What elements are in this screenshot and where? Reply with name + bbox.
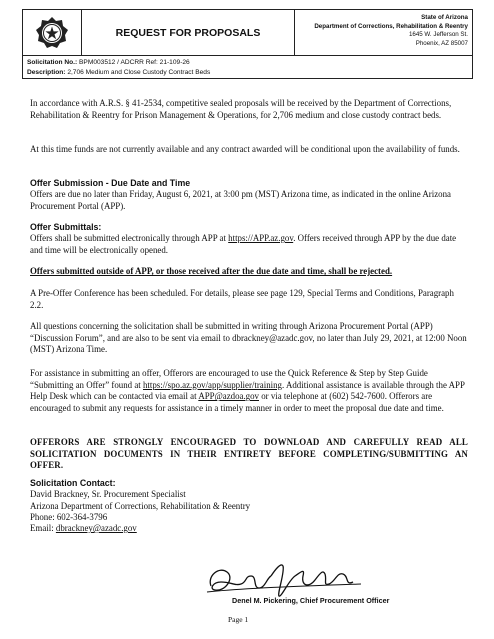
offer-heading: Offer Submission - Due Date and Time — [30, 178, 191, 188]
questions-paragraph: All questions concerning the solicitation shall be submitted in writing through Arizona Procurement Portal (APP) “Discussion Forum”, and are also to be sent via email to dbrackney@azadc.gov, no later than July 29, 2021, at 12:00 Noon (MST) Arizona Time. — [30, 321, 467, 355]
assistance-paragraph — [30, 368, 468, 414]
app-link[interactable]: https://APP.az.gov — [228, 233, 294, 243]
offer-paragraph: Offers are due no later than Friday, August 6, 2021, at 3:00 pm (MST) Arizona time, as indicated in the online Arizona Procurement Portal (APP). — [30, 189, 451, 211]
solicitation-label: Solicitation No.: — [27, 59, 78, 66]
contact-organization: Arizona Department of Corrections, Rehabilitation & Reentry — [30, 501, 251, 511]
preoffer-paragraph: A Pre-Offer Conference has been scheduled. For details, please see page 129, Special Terms and Conditions, Paragraph 2.2. — [30, 288, 454, 310]
submittals-text-2: . Offers received through APP by the due date and time will be electronically opened. — [30, 233, 457, 255]
rejection-notice: Offers submitted outside of APP, or those received after the due date and time, shall be rejected. — [30, 266, 393, 276]
contact-phone: Phone: 602-364-3796 — [30, 512, 108, 522]
signatory-name-title: Denel M. Pickering, Chief Procurement Officer — [232, 596, 390, 605]
assist-text-2: . Additional assistance is available through the APP Help Desk which can be contacted via email at — [30, 379, 465, 402]
assist-text-3: or via telephone at (602) 542-7600. Offerors are encouraged to submit any requests for assistance in a timely manner in order to meet the proposal due date and time. — [30, 391, 444, 413]
header-box — [22, 9, 473, 56]
contact-email-link[interactable]: dbrackney@azadc.gov — [55, 523, 137, 533]
contact-email-line — [30, 523, 468, 535]
page-number: Page 1 — [228, 615, 249, 624]
address-line-department: Department of Corrections, Rehabilitation & Reentry — [314, 22, 468, 30]
contact-name: David Brackney, Sr. Procurement Specialist — [30, 489, 186, 499]
intro-paragraph: In accordance with A.R.S. § 41-2534, competitive sealed proposals will be received by the Department of Corrections, Rehabilitation & Reentry for Prison Management & Operations, for 2,706 medium and close custody contract beds. — [30, 98, 452, 120]
agency-address — [295, 10, 472, 55]
contact-heading: Solicitation Contact: — [30, 478, 116, 488]
funds-paragraph: At this time funds are not currently available and any contract awarded will be conditional upon the availability of funds. — [30, 144, 460, 154]
document-title: REQUEST FOR PROPOSALS — [82, 10, 295, 55]
submittals-paragraph — [30, 233, 468, 256]
address-line-city: Phoenix, AZ 85007 — [415, 39, 468, 47]
submittals-heading: Offer Submittals: — [30, 222, 102, 232]
description-value: 2,706 Medium and Close Custody Contract Beds — [67, 68, 211, 76]
training-link[interactable]: https://spo.az.gov/app/supplier/training — [142, 379, 282, 390]
contact-email-label: Email: — [30, 523, 56, 533]
solicitation-number: BPM003512 / ADCRR Ref: 21-109-26 — [79, 59, 190, 66]
submittals-text-1: Offers shall be submitted electronically through APP at — [30, 233, 229, 243]
help-desk-email-link[interactable]: APP@azdoa.gov — [198, 391, 259, 402]
description-label: Description: — [27, 68, 66, 76]
address-line-street: 1645 W. Jefferson St. — [408, 31, 468, 39]
address-line-state: State of Arizona — [421, 14, 468, 21]
state-seal-icon — [35, 16, 69, 50]
seal-cell — [23, 10, 82, 55]
caps-notice: OFFERORS ARE STRONGLY ENCOURAGED TO DOWNLOAD AND CAREFULLY READ ALL SOLICITATION DOCUMENTS IN THEIR ENTIRETY BEFORE COMPLETING/SUBMITTING AN OFFER. — [30, 437, 468, 471]
assist-text-1: For assistance in submitting an offer, Offerors are encouraged to use the Quick Reference & Step by Step Guide “Submitting an Offer” found at — [30, 368, 428, 390]
solicitation-info — [22, 56, 473, 79]
